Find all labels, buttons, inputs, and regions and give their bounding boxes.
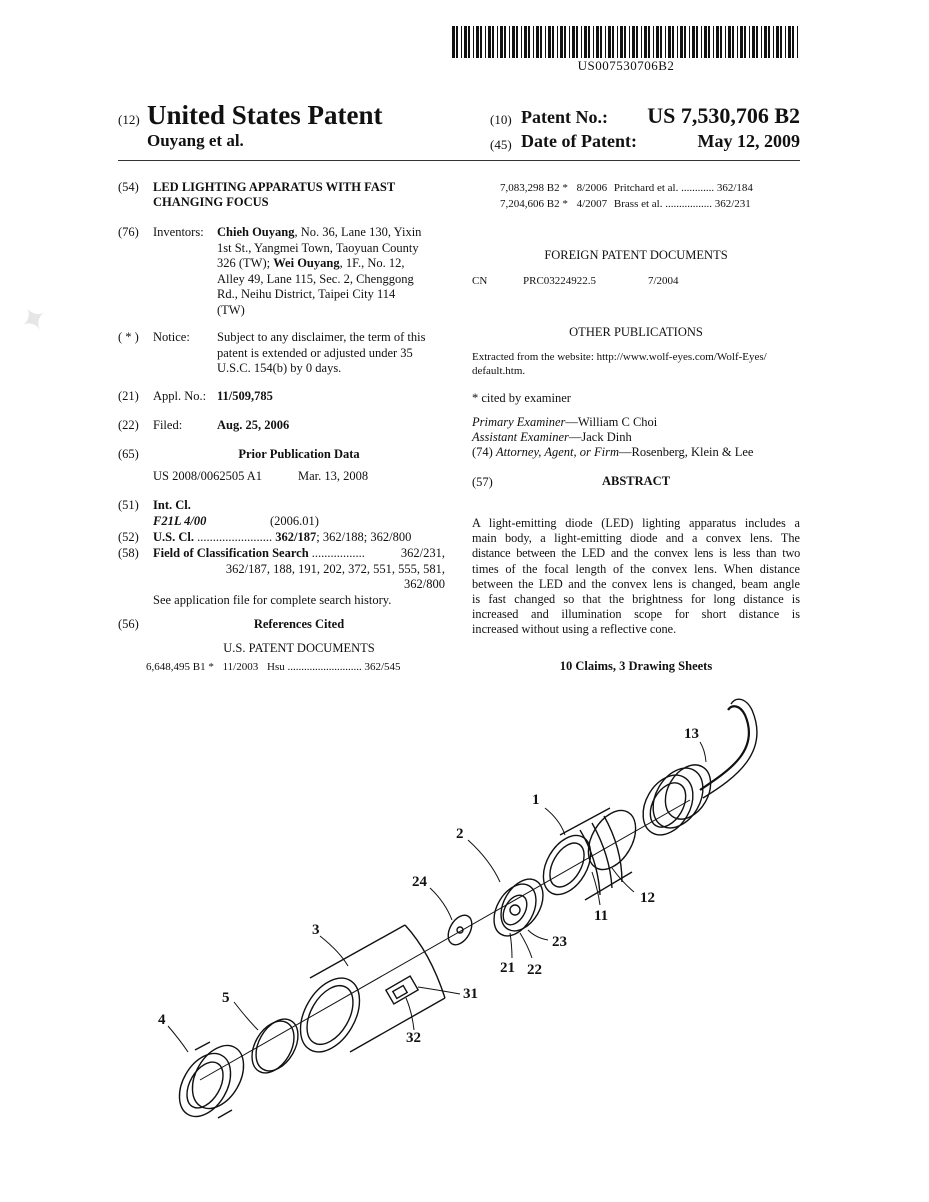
ref-number: 7,204,606 <box>500 198 544 210</box>
intcl-year: (2006.01) <box>270 514 319 528</box>
barcode-bar <box>797 26 798 58</box>
code-notice: ( * ) <box>118 330 139 344</box>
barcode-bar <box>648 26 650 58</box>
other-pub-line1: Extracted from the website: http://www.wolf-eyes.com/Wolf-Eyes/ <box>472 351 767 363</box>
foreign-country: CN <box>472 275 488 287</box>
barcode-bar <box>512 26 515 58</box>
ref-dots: ................. <box>665 198 712 210</box>
end-cap <box>633 757 720 844</box>
code-65: (65) <box>118 447 139 461</box>
barcode-bar <box>548 26 551 58</box>
abstract-line: increased without using a reflective cone. <box>472 622 677 637</box>
ref-number: 6,648,495 <box>146 661 190 673</box>
header-rule <box>118 160 800 161</box>
appl-number: 11/509,785 <box>217 389 273 403</box>
barcode-bar <box>653 26 654 58</box>
ref-row <box>146 660 446 674</box>
inventor-addr-line: Rd., Neihu District, Taipei City 114 <box>217 287 396 301</box>
inventor-1-addr: No. 36, Lane 130, Yixin <box>300 225 422 239</box>
barcode-bar <box>473 26 474 58</box>
inventor-addr-line: 1st St., Yangmei Town, Taoyuan County <box>217 240 419 255</box>
abstract-line: A light-emitting diode (LED) lighting apparatus includes a <box>472 516 800 530</box>
ref-date: 8/2006 <box>576 182 608 194</box>
barcode-bar <box>509 26 510 58</box>
barcode-bar <box>632 26 635 58</box>
label-31: 31 <box>463 986 478 1002</box>
date-label: Date of Patent: <box>521 131 637 151</box>
barcode-bar <box>636 26 638 58</box>
attorney-label: Attorney, Agent, or Firm <box>495 445 619 459</box>
ref-name: Pritchard et al. <box>613 182 679 194</box>
other-pub-line2: default.htm. <box>472 365 526 377</box>
barcode-bar <box>696 26 698 58</box>
inventors-short: Ouyang et al. <box>147 131 244 150</box>
barcode-bar <box>600 26 602 58</box>
ref-class: 362/231 <box>714 198 751 210</box>
barcode-bar <box>668 26 671 58</box>
code-57: (57) <box>472 475 493 489</box>
inventor-2-addr: , 1F., No. 12, <box>339 256 405 270</box>
appl-label: Appl. No.: <box>153 389 207 403</box>
foreign-number: PRC03224922.5 <box>523 275 597 287</box>
label-21: 21 <box>500 960 515 976</box>
cable <box>700 706 749 790</box>
uscl-line <box>153 530 445 546</box>
title-line2: CHANGING FOCUS <box>153 195 269 209</box>
barcode-bar <box>464 26 467 58</box>
code-56: (56) <box>118 617 139 631</box>
abstract-line: times of the focal length of the convex lens. When distance <box>472 561 800 576</box>
barcode-bar <box>536 26 539 58</box>
abstract-line: main body, a light-emitting diode and a convex lens. The <box>472 531 800 546</box>
barcode-bar <box>545 26 546 58</box>
label-23: 23 <box>552 934 567 950</box>
barcode-bar <box>708 26 710 58</box>
barcode-bar <box>569 26 570 58</box>
filed-date: Aug. 25, 2006 <box>217 418 290 432</box>
see-application: See application file for complete search history. <box>153 593 392 607</box>
field-line1 <box>153 546 445 562</box>
barcode-bar <box>720 26 722 58</box>
ref-dots: ........................... <box>287 661 362 673</box>
barcode-bar <box>713 26 714 58</box>
barcode-bar <box>749 26 750 58</box>
washer-24 <box>443 911 476 949</box>
lens-5 <box>243 1012 306 1080</box>
barcode-bar <box>728 26 731 58</box>
barcode-bar <box>456 26 458 58</box>
barcode-bar <box>485 26 486 58</box>
attorney <box>472 445 753 461</box>
code-51: (51) <box>118 498 139 512</box>
barcode-bar <box>540 26 542 58</box>
notice-text <box>217 330 445 377</box>
barcode-bar <box>773 26 774 58</box>
barcode-bar <box>620 26 623 58</box>
abstract-line: increased and illumination scope for short distance is <box>472 607 800 622</box>
inventor-1: Chieh Ouyang <box>217 225 295 239</box>
ref-class: 362/545 <box>364 661 401 673</box>
notice-label: Notice: <box>153 330 190 344</box>
ref-class: 362/184 <box>716 182 753 194</box>
primary-examiner-label: Primary Examiner <box>472 415 566 429</box>
notice-line: Subject to any disclaimer, the term of this <box>217 330 426 344</box>
barcode-bar <box>656 26 659 58</box>
ref-kind: B1 * <box>192 661 214 673</box>
barcode-bar <box>476 26 479 58</box>
barcode-bar <box>644 26 647 58</box>
led-holder-2 <box>485 872 551 943</box>
barcode-bar <box>725 26 726 58</box>
axis-line <box>200 800 690 1080</box>
field-classes-2: 362/187, 188, 191, 202, 372, 551, 555, 581, <box>225 562 445 576</box>
barcode-bar <box>761 26 762 58</box>
barcode-bar <box>452 26 455 58</box>
barcode-bar <box>560 26 563 58</box>
patent-date: May 12, 2009 <box>697 131 800 151</box>
ref-name: Hsu <box>267 661 285 673</box>
code-52: (52) <box>118 530 139 544</box>
barcode-bar <box>608 26 611 58</box>
barcode-bar <box>564 26 566 58</box>
assistant-examiner <box>472 430 632 446</box>
barcode-bar <box>617 26 618 58</box>
uscl-rest: ; 362/188; 362/800 <box>316 530 412 544</box>
barcode-bar <box>689 26 690 58</box>
patent-no-label: Patent No.: <box>521 107 608 127</box>
barcode-bar <box>576 26 578 58</box>
prior-pub-date: Mar. 13, 2008 <box>298 469 369 483</box>
barcode-bar <box>480 26 482 58</box>
barcode-bar <box>629 26 630 58</box>
barcode-bar <box>641 26 642 58</box>
barcode-bar <box>572 26 575 58</box>
watermark: ✦ <box>11 295 57 345</box>
ref-date: 11/2003 <box>222 661 259 673</box>
barcode-bar <box>524 26 527 58</box>
barcode-bar <box>672 26 674 58</box>
us-docs-heading: U.S. PATENT DOCUMENTS <box>223 641 375 655</box>
housing-3 <box>288 925 445 1062</box>
barcode-bar <box>704 26 707 58</box>
barcode-bar <box>744 26 746 58</box>
label-11: 11 <box>594 908 609 924</box>
code-54: (54) <box>118 180 139 194</box>
barcode-bar <box>516 26 518 58</box>
patent-number: US 7,530,706 B2 <box>647 103 800 128</box>
inventor-addr-line: 326 (TW); <box>217 256 271 270</box>
barcode-bar <box>581 26 582 58</box>
label-13: 13 <box>684 726 699 742</box>
barcode-bar <box>752 26 755 58</box>
field-classes-1: 362/231, <box>400 546 445 560</box>
barcode-number: US007530706B2 <box>577 58 675 73</box>
barcode-bar <box>492 26 494 58</box>
ref-kind: B2 * <box>546 182 568 194</box>
barcode-bar <box>756 26 758 58</box>
label-4: 4 <box>158 1012 166 1028</box>
barcode-bar <box>521 26 522 58</box>
label-1: 1 <box>532 792 540 808</box>
barcode-bar <box>588 26 590 58</box>
label-3: 3 <box>312 922 320 938</box>
barcode-bar <box>792 26 794 58</box>
ref-row <box>500 197 800 211</box>
abstract-heading: ABSTRACT <box>601 474 671 488</box>
barcode-bar <box>612 26 614 58</box>
barcode-bar <box>764 26 767 58</box>
intcl-code: F21L 4/00 <box>153 514 207 528</box>
barcode-bar <box>768 26 770 58</box>
notice-line: patent is extended or adjusted under 35 <box>217 345 413 360</box>
abstract-line: distance between the LED and the convex lens is less than two <box>472 546 800 561</box>
barcode-bar <box>552 26 554 58</box>
barcode-bar <box>497 26 498 58</box>
inventor-addr-line: Alley 49, Lane 115, Sec. 2, Chenggong <box>217 271 414 286</box>
inventor-2: Wei Ouyang <box>273 256 340 270</box>
label-2: 2 <box>456 826 464 842</box>
foreign-date: 7/2004 <box>648 275 679 287</box>
barcode <box>452 26 800 58</box>
attorney-name: —Rosenberg, Klein & Lee <box>618 445 754 459</box>
ref-number: 7,083,298 <box>500 182 544 194</box>
barcode-bar <box>528 26 530 58</box>
barcode-bar <box>624 26 626 58</box>
ref-dots: ............ <box>681 182 715 194</box>
barcode-bar <box>776 26 779 58</box>
barcode-bar <box>701 26 702 58</box>
barcode-bar <box>596 26 599 58</box>
field-dots: ................. <box>311 546 365 560</box>
barcode-bar <box>557 26 558 58</box>
ref-name: Brass et al. <box>613 198 663 210</box>
abstract-text <box>472 516 800 638</box>
code-76: (76) <box>118 225 139 239</box>
foreign-heading: FOREIGN PATENT DOCUMENTS <box>544 248 728 262</box>
inventors-label: Inventors: <box>153 225 204 239</box>
code-58: (58) <box>118 546 139 560</box>
front-ring-4 <box>169 1037 254 1126</box>
inventor-addr-line: (TW) <box>217 302 245 317</box>
barcode-bar <box>504 26 506 58</box>
label-12: 12 <box>640 890 655 906</box>
barcode-bar <box>716 26 719 58</box>
label-5: 5 <box>222 990 230 1006</box>
exploded-view-drawing <box>0 690 929 1202</box>
barcode-bar <box>665 26 666 58</box>
uscl-dots: ........................ <box>197 530 273 544</box>
barcode-bar <box>785 26 786 58</box>
code-22: (22) <box>118 418 139 432</box>
barcode-bar <box>468 26 470 58</box>
barcode-bar <box>677 26 678 58</box>
leader-lines <box>168 742 706 1052</box>
barcode-bar <box>660 26 662 58</box>
primary-examiner-name: —William C Choi <box>565 415 658 429</box>
code-12: (12) <box>118 112 140 127</box>
label-32: 32 <box>406 1030 421 1046</box>
abstract-line: is fast changed so that the brightness for long distance is <box>472 592 800 607</box>
barcode-bar <box>605 26 606 58</box>
prior-pub-number: US 2008/0062505 A1 <box>153 469 263 483</box>
barcode-bar <box>692 26 695 58</box>
barcode-bar <box>500 26 503 58</box>
abstract-line: between the LED and the convex lens is changed, beam angle <box>472 576 800 591</box>
code-21: (21) <box>118 389 139 403</box>
claims-summary: 10 Claims, 3 Drawing Sheets <box>559 659 713 673</box>
filed-label: Filed: <box>153 418 183 432</box>
notice-line: U.S.C. 154(b) by 0 days. <box>217 361 342 375</box>
barcode-bar <box>740 26 743 58</box>
field-classes-3: 362/800 <box>404 577 445 591</box>
barcode-bar <box>680 26 683 58</box>
barcode-bar <box>737 26 738 58</box>
ref-kind: B2 * <box>546 198 568 210</box>
assistant-examiner-label: Assistant Examiner <box>472 430 569 444</box>
barcode-bar <box>788 26 791 58</box>
barcode-bar <box>488 26 491 58</box>
uscl-main: 362/187 <box>275 530 317 544</box>
refs-heading: References Cited <box>253 617 345 631</box>
barcode-bar <box>780 26 782 58</box>
patent-title: United States Patent <box>147 100 383 130</box>
ref-row <box>500 181 800 195</box>
barcode-bar <box>593 26 594 58</box>
prior-pub-heading: Prior Publication Data <box>238 447 360 461</box>
barcode-bar <box>732 26 734 58</box>
ref-date: 4/2007 <box>576 198 608 210</box>
uscl-label: U.S. Cl. <box>153 530 194 544</box>
assistant-examiner-name: —Jack Dinh <box>568 430 632 444</box>
other-pub-heading: OTHER PUBLICATIONS <box>569 325 703 339</box>
inventors-block: Chieh Ouyang, No. 36, Lane 130, Yixin 1st St., Yangmei Town, Taoyuan County 326 (TW); Wei Ouyang, 1F., No. 12, Alley 49, Lane 115, Sec. 2, Chenggong Rd., Neihu District, Taipei City 114 (TW) <box>217 225 447 318</box>
barcode-bar <box>461 26 462 58</box>
code-45: (45) <box>490 137 512 152</box>
code-74: (74) <box>472 445 493 459</box>
title-line1: LED LIGHTING APPARATUS WITH FAST <box>153 180 396 194</box>
intcl-label: Int. Cl. <box>153 498 191 512</box>
label-24: 24 <box>412 874 427 890</box>
label-22: 22 <box>527 962 542 978</box>
barcode-bar <box>684 26 686 58</box>
barcode-bar <box>584 26 587 58</box>
field-label: Field of Classification Search <box>153 546 309 560</box>
code-10: (10) <box>490 112 512 127</box>
primary-examiner <box>472 415 657 431</box>
cited-by-examiner: * cited by examiner <box>472 391 571 405</box>
barcode-bar <box>533 26 534 58</box>
